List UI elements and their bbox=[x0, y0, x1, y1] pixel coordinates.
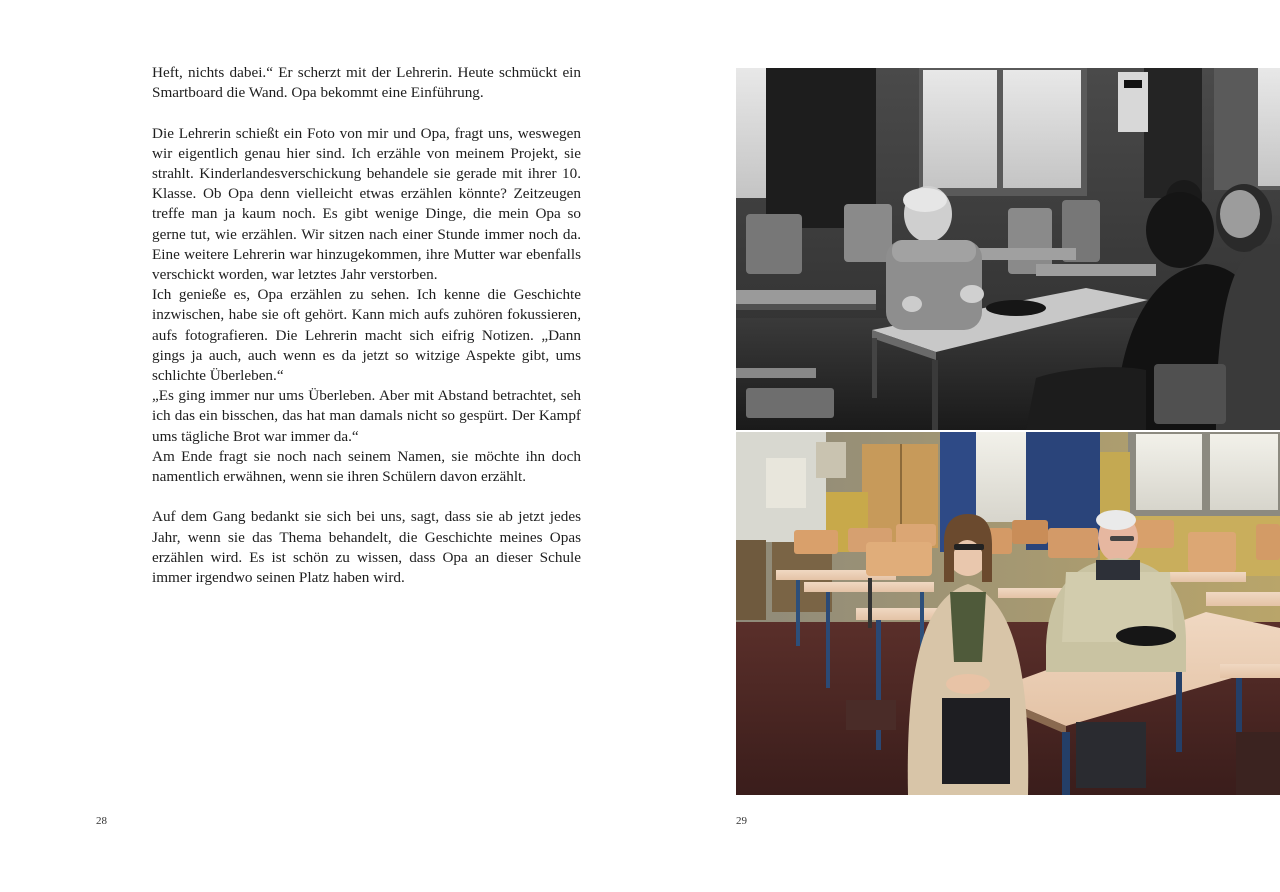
paragraph-3: Ich genieße es, Opa erzählen zu sehen. Ich kenne die Geschichte inzwischen, habe sie oft gehört. Kann mich aufs zuhören fokussieren, aufs fotografieren. Die Lehrerin macht sich eifrig Notizen. „Dann gings ja auch, auch wenn es da jetzt so witzige Aspekte gibt, ums schlichte Überleben.“ bbox=[152, 286, 581, 385]
paragraph-1: Heft, nichts dabei.“ Er scherzt mit der Lehrerin. Heute schmückt ein Smartboard die Wand. Opa bekommt eine Einführung. bbox=[152, 64, 581, 102]
right-page bbox=[640, 0, 1280, 892]
classroom-photo-bw bbox=[736, 68, 1280, 430]
paragraph-6: Auf dem Gang bedankt sie sich bei uns, sagt, dass sie ab jetzt jedes Jahr, wenn sie das Thema behandelt, die Geschichte meines Opas erzählen wird. Es ist schön zu wissen, dass Opa an dieser Schule immer irgendwo seinen Platz haben wird. bbox=[152, 508, 581, 587]
classroom-photo-color bbox=[736, 432, 1280, 795]
body-text bbox=[152, 63, 581, 588]
page-number-right: 29 bbox=[736, 815, 747, 827]
paragraph-4: „Es ging immer nur ums Überleben. Aber mit Abstand betrachtet, seh ich das ein bisschen, das hat man damals nicht so gespürt. Der Kampf ums tägliche Brot war immer da.“ bbox=[152, 387, 581, 445]
paragraph-2: Die Lehrerin schießt ein Foto von mir und Opa, fragt uns, weswegen wir eigentlich genau hier sind. Ich erzähle von meinem Projekt, sie strahlt. Kinderlandesverschickung behandele sie gerade mit ihrer 10. Klasse. Ob Opa denn vielleicht etwas erzählen könnte? Zeitzeugen treffe man ja kaum noch. Es gibt wenige Dinge, die mein Opa so gerne tut, wie erzählen. Wir sitzen nach einer Stunde immer noch da. Eine weitere Lehrerin war hinzugekommen, ihre Mutter war ebenfalls verschickt worden, war letztes Jahr verstorben. bbox=[152, 124, 581, 284]
paragraph-5: Am Ende fragt sie noch nach seinem Namen, sie möchte ihn doch namentlich erwähnen, wenn sie ihren Schülern davon erzählt. bbox=[152, 447, 581, 486]
page-number-left: 28 bbox=[96, 815, 107, 827]
